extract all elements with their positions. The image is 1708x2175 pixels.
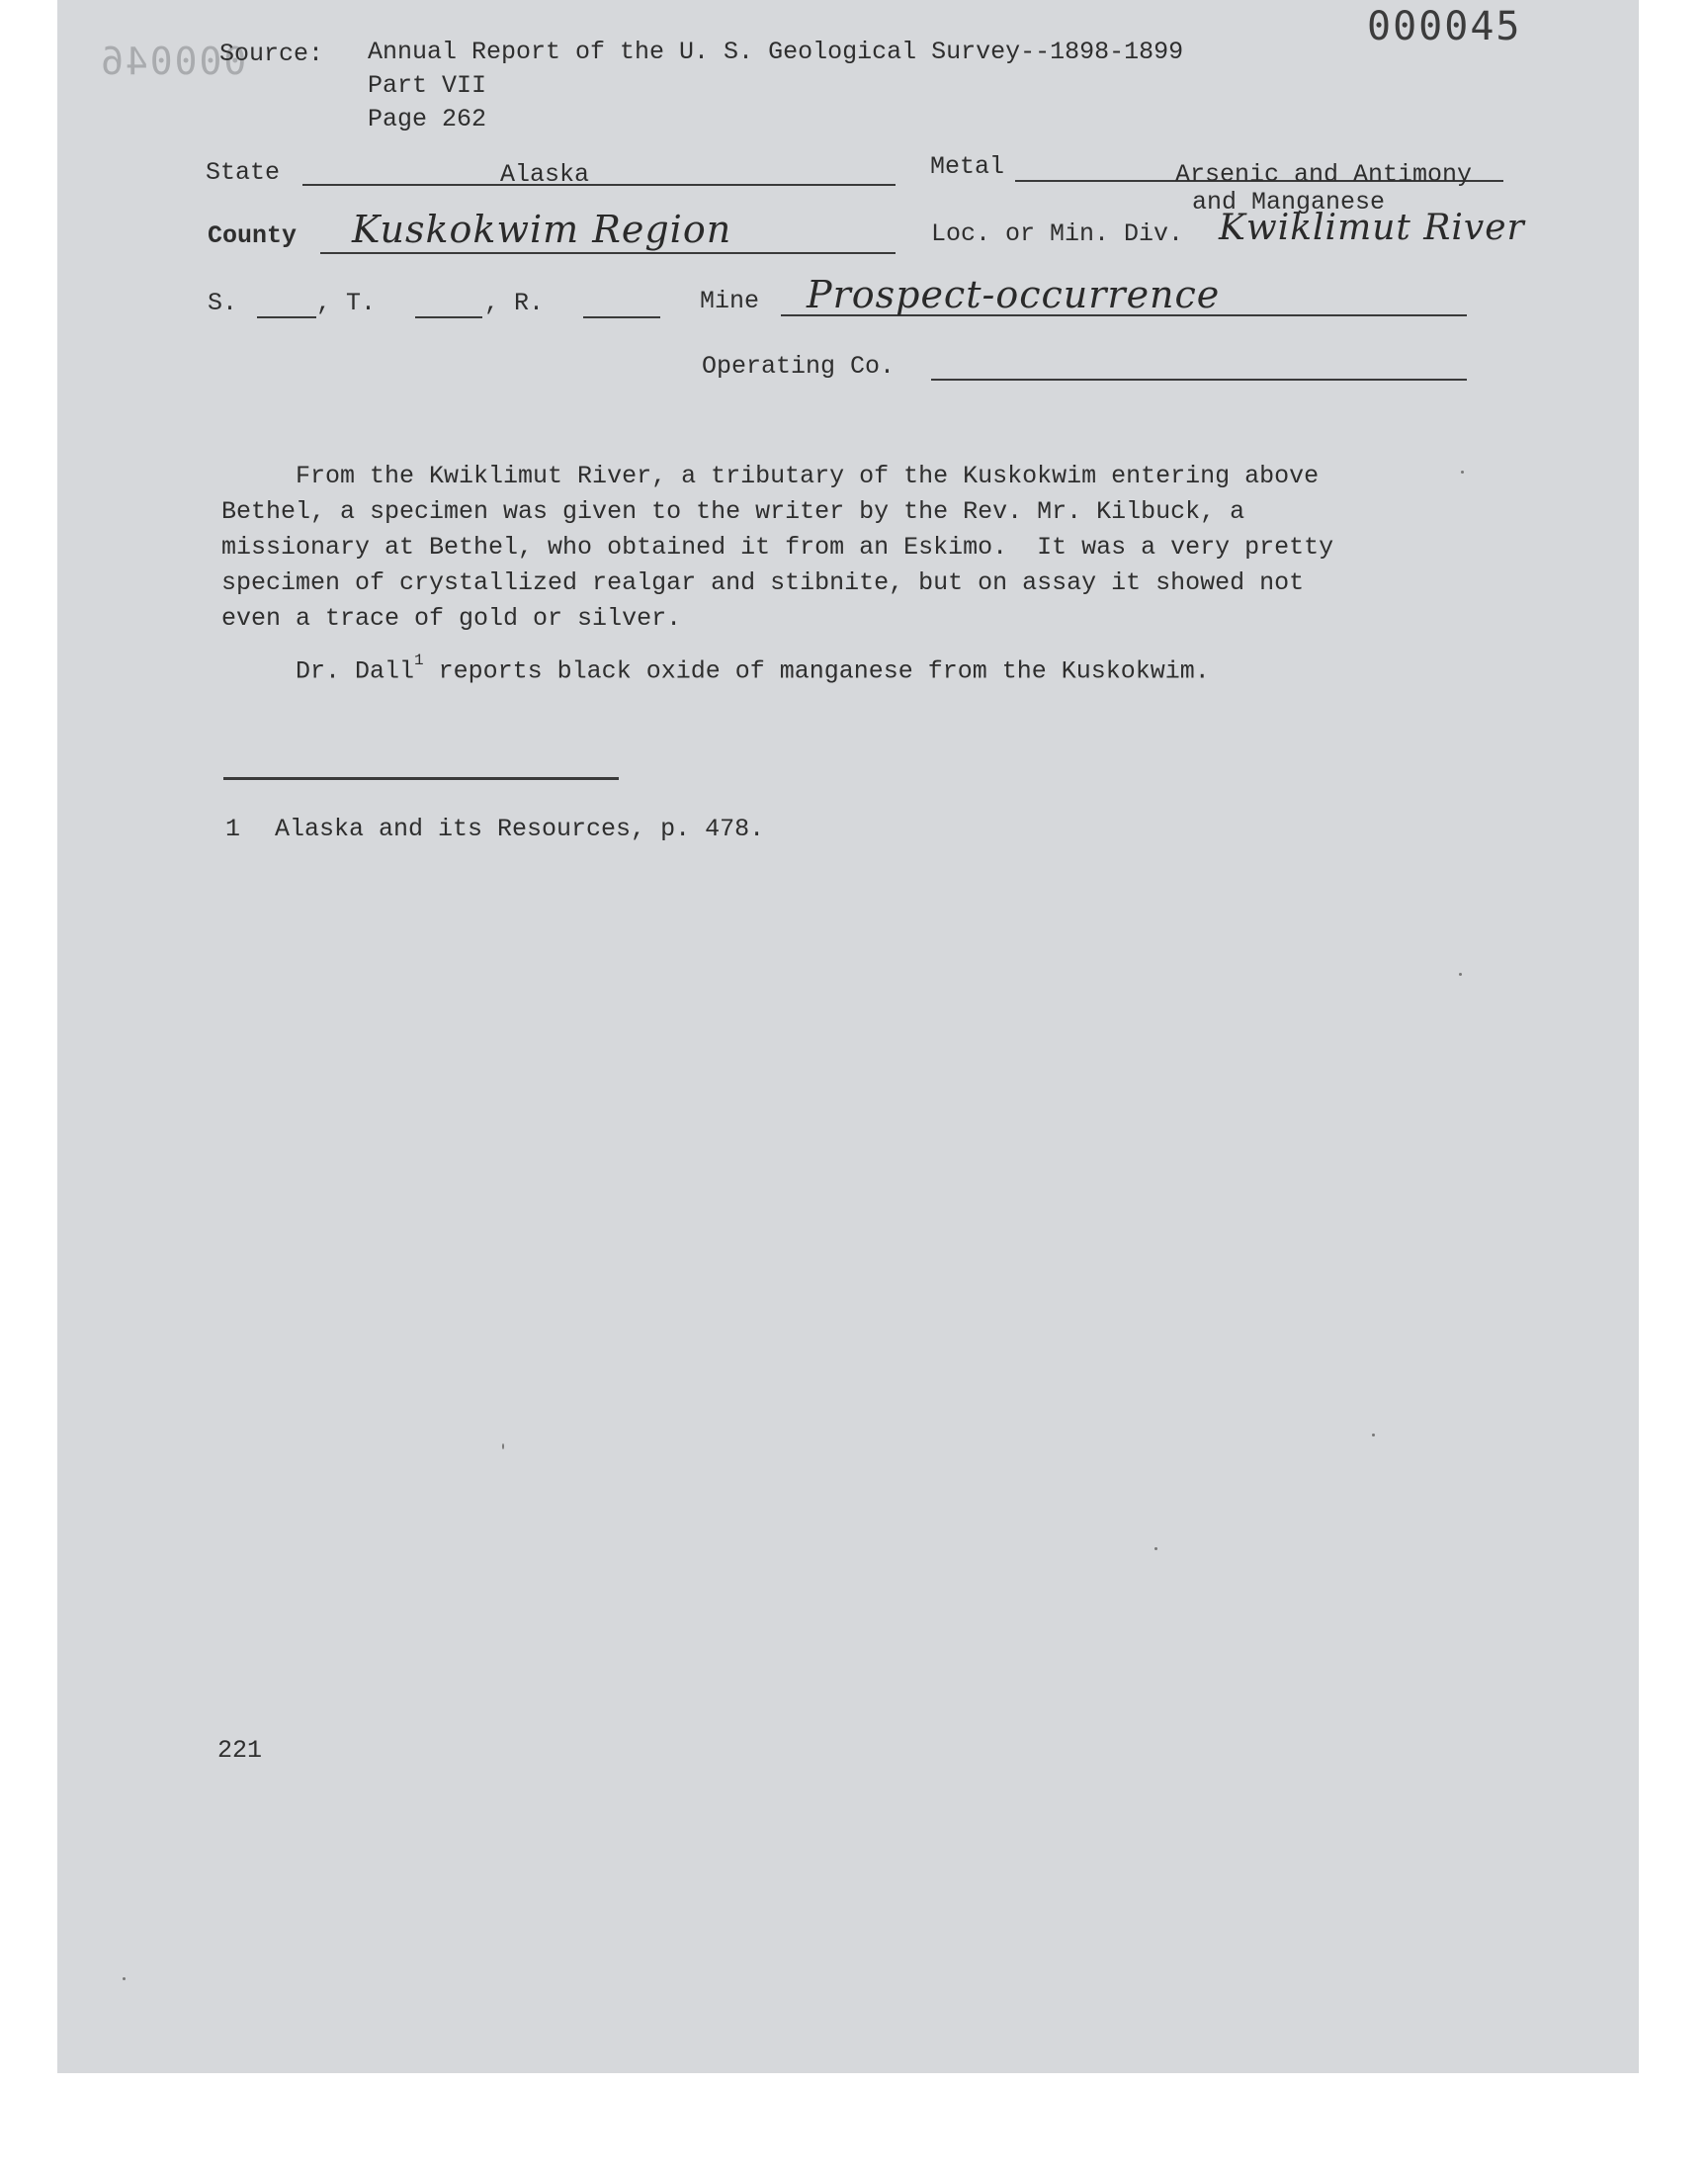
metal-value-line1: Arsenic and Antimony xyxy=(1175,160,1473,189)
body-line-3: missionary at Bethel, who obtained it from an Eskimo. It was a very pretty xyxy=(221,533,1334,562)
operating-co-label: Operating Co. xyxy=(702,352,896,381)
source-title: Annual Report of the U. S. Geological Survey--1898-1899 xyxy=(368,38,1184,66)
scan-speck xyxy=(1154,1547,1157,1550)
scan-speck xyxy=(1459,973,1462,976)
county-underline xyxy=(320,252,896,254)
scan-speck xyxy=(1461,471,1464,474)
body-line-2: Bethel, a specimen was given to the writer by the Rev. Mr. Kilbuck, a xyxy=(221,497,1245,526)
county-value-handwritten: Kuskokwim Region xyxy=(352,208,732,251)
body-paragraph-2 xyxy=(221,647,1210,689)
loc-value-handwritten: Kwiklimut River xyxy=(1219,208,1525,248)
metal-label: Metal xyxy=(930,152,1005,181)
body-line-5: even a trace of gold or silver. xyxy=(221,604,682,633)
section-underline xyxy=(257,316,316,318)
scan-speck xyxy=(123,1977,126,1980)
state-value: Alaska xyxy=(500,160,590,189)
scan-speck xyxy=(1372,1434,1375,1436)
para2-text-before: Dr. Dall xyxy=(221,656,415,686)
footnote-reference: 1 xyxy=(414,652,424,669)
scan-speck xyxy=(502,1443,504,1449)
loc-label: Loc. or Min. Div. xyxy=(931,219,1184,248)
metal-value-line2: and Manganese xyxy=(1192,188,1386,217)
para2-text-after: reports black oxide of manganese from the Kuskokwim. xyxy=(423,656,1210,686)
body-line-4: specimen of crystallized realgar and stibnite, but on assay it showed not xyxy=(221,568,1305,597)
bleed-through-stamp: 000046 xyxy=(99,40,247,83)
document-number: 000045 xyxy=(1367,4,1522,49)
footnote-number: 1 xyxy=(225,815,241,843)
body-line-1: From the Kwiklimut River, a tributary of the Kuskokwim entering above xyxy=(221,462,1320,490)
township-underline xyxy=(415,316,482,318)
source-part: Part VII xyxy=(368,71,487,100)
source-page: Page 262 xyxy=(368,105,487,133)
section-label: S. xyxy=(208,289,238,317)
mine-label: Mine xyxy=(700,287,760,315)
township-label: , T. xyxy=(316,289,377,317)
source-label: Source: xyxy=(219,40,324,68)
mine-value-handwritten: Prospect-occurrence xyxy=(807,273,1221,316)
operating-co-underline xyxy=(931,379,1467,381)
state-underline xyxy=(302,184,896,186)
state-label: State xyxy=(206,158,281,187)
footnote-rule xyxy=(223,777,619,780)
document-sheet xyxy=(57,0,1639,2073)
county-label: County xyxy=(208,221,298,250)
range-label: , R. xyxy=(484,289,545,317)
page-number: 221 xyxy=(217,1736,263,1765)
range-underline xyxy=(583,316,660,318)
footnote-text: Alaska and its Resources, p. 478. xyxy=(275,815,765,843)
